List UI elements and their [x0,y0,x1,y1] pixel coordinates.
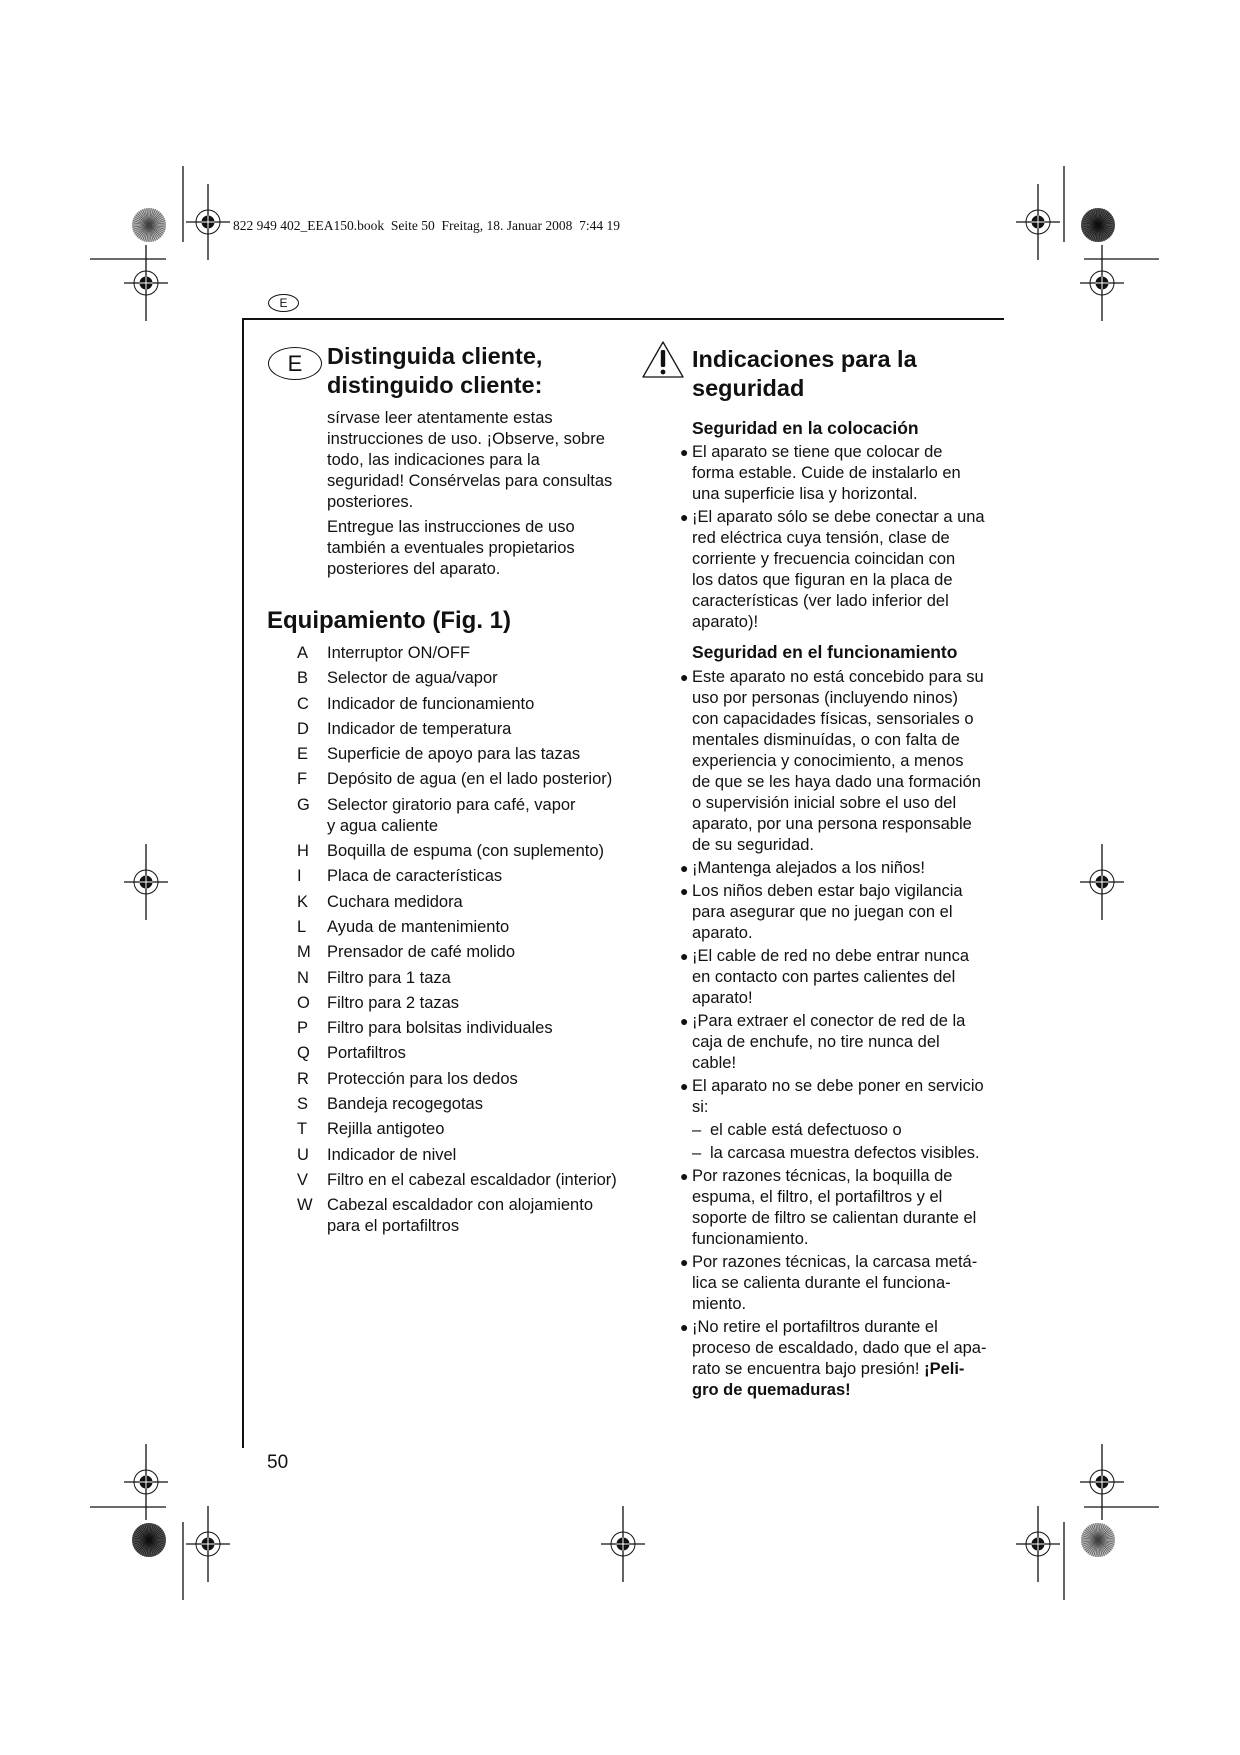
equipment-item [297,1043,617,1064]
item-letter: L [297,917,307,936]
bullet-text: Los niños deben estar bajo vigilancia para asegurar que no juegan con el aparato. [692,882,963,942]
item-letter: M [297,943,311,962]
list-item [680,881,1012,944]
equipment-item [297,1195,617,1237]
bullet-icon: ● [680,444,689,460]
bullet-icon: ● [680,1013,689,1029]
item-text: Indicador de funcionamiento [327,694,535,713]
safety-title: Indicaciones para la seguridad [692,346,917,401]
equipment-item [297,1170,617,1191]
item-text: Filtro para 2 tazas [327,993,460,1012]
print-header: 822 949 402_EEA150.book Seite 50 Freitag, 18. Januar 2008 7:44 19 [233,218,620,233]
list-item [680,442,1012,505]
bullet-text: ¡El cable de red no debe entrar nunca en contacto con partes calientes del aparato! [692,947,970,1007]
equipment-item [297,1018,617,1039]
item-text: Rejilla antigoteo [327,1120,445,1139]
dash-text: el cable está defectuoso o [710,1121,902,1139]
item-letter: W [297,1196,313,1215]
greeting-title: Distinguida cliente, distinguido cliente: [327,343,543,398]
item-text: Filtro en el cabezal escaldador (interior) [327,1170,617,1189]
bullet-icon: ● [680,860,689,876]
item-text: Filtro para bolsitas individuales [327,1019,553,1038]
top-rule [242,318,1004,320]
bullet-icon: ● [680,1168,689,1184]
equipment-item [297,719,617,740]
list-item [680,1076,1012,1118]
item-letter: K [297,892,309,911]
equipment-item [297,1119,617,1140]
language-badge-large: E [268,347,322,380]
item-text: Interruptor ON/OFF [327,644,471,662]
item-letter: P [297,1019,309,1038]
equipment-item [297,795,617,837]
bullet-icon: ● [680,948,689,964]
item-text: Bandeja recogegotas [327,1095,483,1114]
list-item [680,507,1012,633]
left-rule [242,318,244,1448]
item-text: Protección para los dedos [327,1069,518,1088]
item-text: Cuchara medidora [327,892,463,911]
bullet-text: ¡El aparato sólo se debe conectar a una red eléctrica cuya tensión, clase de corriente y frecuencia coincidan con los datos que figuran en la placa de características (ver lado inferior del aparato)! [692,508,985,631]
item-letter: B [297,669,309,688]
list-item [680,667,1012,856]
item-text: Portafiltros [327,1044,406,1063]
item-text: Cabezal escaldador con alojamiento para el portafiltros [327,1196,593,1236]
bullet-text: ¡No retire el portafiltros durante el proceso de escaldado, dado que el apa- rato se encuentra bajo presión! [692,1318,987,1378]
item-letter: V [297,1170,309,1189]
item-letter: E [297,745,309,764]
safety-content [680,417,1012,1403]
item-letter: U [297,1145,309,1164]
bullet-text: ¡Mantenga alejados a los niños! [692,859,925,877]
item-text: Placa de características [327,867,503,886]
bullet-icon: ● [680,1254,689,1270]
item-text: Superficie de apoyo para las tazas [327,745,581,764]
item-letter: C [297,694,309,713]
equipment-item [297,1094,617,1115]
warning-triangle-icon [641,340,685,380]
language-badge: E [268,294,299,312]
item-letter: N [297,968,309,987]
page-number: 50 [267,1452,289,1473]
bullet-text: El aparato se tiene que colocar de forma estable. Cuide de instalarlo en una superficie lisa y horizontal. [692,443,961,503]
equipment-item [297,1069,617,1090]
bullet-icon: ● [680,509,689,525]
bullet-text: Este aparato no está concebido para su uso por personas (incluyendo ninos) con capacidades físicas, sensoriales o mentales disminuídas, o con falta de experiencia y conocimiento, a menos de que se les haya dado una formación o supervisión inicial sobre el uso del aparato, por una persona responsable de su seguridad. [692,668,984,854]
equipment-item [297,668,617,689]
dash-item [692,1120,1012,1141]
bullet-text: Por razones técnicas, la carcasa metá- lica se calienta durante el funciona- miento. [692,1253,978,1313]
subheading-placement: Seguridad en la colocación [692,418,919,438]
item-text: Prensador de café molido [327,943,516,962]
dash-item [692,1143,1012,1164]
equipment-item [297,769,617,790]
item-letter: G [297,795,310,814]
equipment-item [297,968,617,989]
item-letter: R [297,1069,309,1088]
dash-icon: – [692,1144,702,1162]
list-item [680,1011,1012,1074]
equipment-list [297,643,617,1242]
item-letter: I [297,867,302,886]
item-text: Ayuda de mantenimiento [327,917,510,936]
item-letter: T [297,1120,308,1139]
intro-paragraph: sírvase leer atentamente estas instrucciones de uso. ¡Observe, sobre todo, las indicaciones para la seguridad! Consérvelas para consultas posteriores. [327,409,613,511]
list-item [680,858,1012,879]
equipment-item [297,942,617,963]
item-letter: D [297,719,309,738]
item-letter: A [297,644,309,662]
list-item: ● ¡No retire el portafiltros durante el proceso de escaldado, dado que el apa- rato se encuentra bajo presión! ¡Peli- gro de quemaduras! [680,1318,987,1399]
bullet-text: ¡Para extraer el conector de red de la caja de enchufe, no tire nunca del cable! [692,1012,966,1072]
item-text: Selector de agua/vapor [327,669,498,688]
list-item [680,1252,1012,1315]
item-text: Indicador de temperatura [327,719,512,738]
item-letter: H [297,842,309,861]
item-text: Filtro para 1 taza [327,968,451,987]
list-item [680,946,1012,1009]
intro-paragraph-2: Entregue las instrucciones de uso también a eventuales propietarios posteriores del aparato. [327,518,575,578]
bullet-icon: ● [680,883,689,899]
equipment-item [297,841,617,862]
item-letter: O [297,993,310,1012]
item-text: Selector giratorio para café, vapor y agua caliente [327,795,576,835]
item-letter: S [297,1095,309,1114]
equipment-item [297,1145,617,1166]
equipment-title: Equipamiento (Fig. 1) [267,607,511,634]
bullet-text: El aparato no se debe poner en servicio si: [692,1077,984,1116]
bullet-text: Por razones técnicas, la boquilla de espuma, el filtro, el portafiltros y el soporte de filtro se calientan durante el funcionamiento. [692,1167,977,1248]
dash-text: la carcasa muestra defectos visibles. [710,1144,980,1162]
equipment-item [297,892,617,913]
item-text: Boquilla de espuma (con suplemento) [327,842,604,861]
item-letter: F [297,770,308,789]
item-text: Indicador de nivel [327,1145,457,1164]
subheading-operation: Seguridad en el funcionamiento [692,642,958,662]
equipment-item [297,643,617,664]
equipment-item [297,917,617,938]
dash-icon: – [692,1121,702,1139]
burn-warning: ¡Peli- gro de quemaduras! [692,1360,965,1399]
equipment-item [297,866,617,887]
equipment-item [297,993,617,1014]
bullet-icon: ● [680,1078,689,1094]
equipment-item [297,744,617,765]
item-letter: Q [297,1044,310,1063]
item-text: Depósito de agua (en el lado posterior) [327,770,613,789]
bullet-icon: ● [680,669,689,685]
equipment-item [297,694,617,715]
list-item [680,1166,1012,1250]
